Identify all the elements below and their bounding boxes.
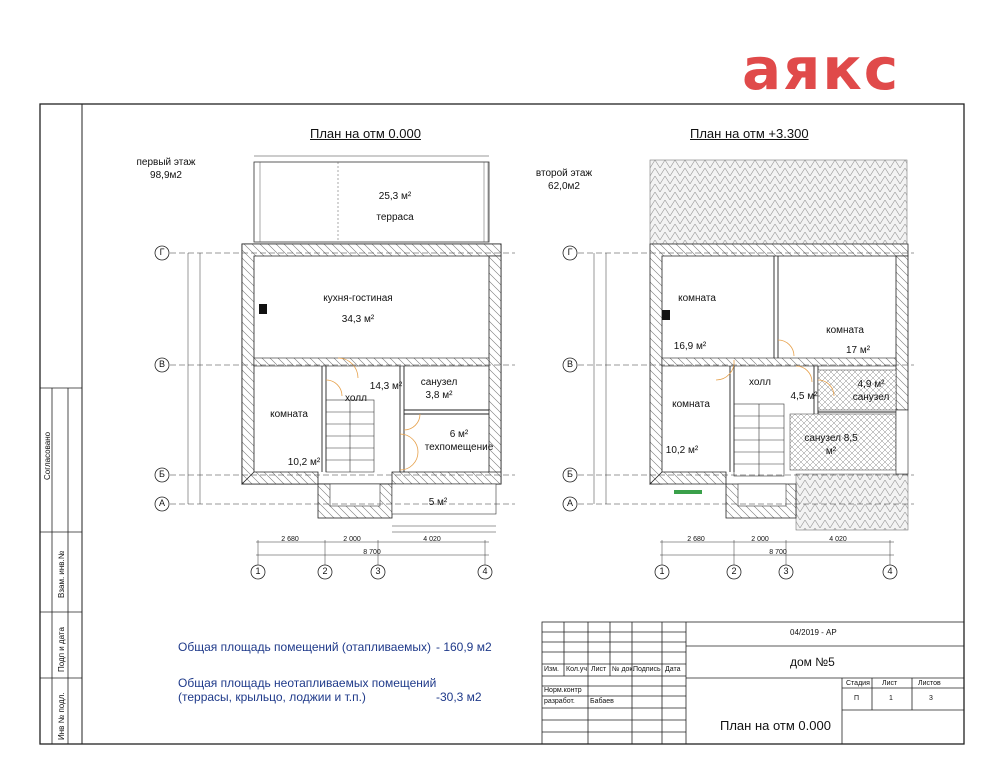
stamp-replace: Взам. инв.№ (57, 550, 66, 598)
dim-total: 8 700 (769, 549, 787, 556)
axis-col-label: 2 (731, 566, 737, 576)
stamp-agreed: Согласовано (43, 431, 52, 480)
dim-label: 2 000 (751, 536, 769, 543)
brand-logo: аякс (742, 35, 901, 103)
axis-col-label: 3 (783, 566, 789, 576)
tb-col: Дата (665, 666, 681, 673)
room2-bedroom1: комната (678, 293, 716, 304)
tb-code: 04/2019 - АР (790, 628, 837, 637)
room-bedroom-area: 10,2 м² (287, 457, 321, 468)
tb-author: Бабаев (590, 698, 614, 705)
plan-title-second: План на отм +3.300 (690, 126, 809, 141)
plan-title-first: План на отм 0.000 (310, 126, 421, 141)
room-hall: холл (345, 393, 367, 404)
summary-unheated-label-1: Общая площадь неотапливаемых помещений (178, 676, 437, 690)
first-floor-plan (155, 156, 515, 579)
axis-row-label: А (566, 498, 573, 508)
dim-label: 2 680 (281, 536, 299, 543)
axis-col-label: 3 (375, 566, 381, 576)
tb-row: Норм.контр (544, 687, 582, 694)
axis-col-label: 1 (255, 566, 261, 576)
tb-col: № док. (612, 666, 635, 673)
tb-stage-value: П (854, 695, 860, 702)
summary-heated-value: - 160,9 м2 (436, 640, 492, 654)
summary-unheated-label-2: (террасы, крыльцо, лоджии и т.п.) (178, 690, 366, 704)
axis-col-label: 1 (659, 566, 665, 576)
axis-col-label: 4 (887, 566, 893, 576)
tb-stage-header: Лист (882, 680, 898, 687)
dim-total: 8 700 (363, 549, 381, 556)
axis-row-label: В (566, 359, 573, 369)
room-tech: 6 м² техпомещение (424, 429, 494, 453)
tb-stage-value: 1 (889, 695, 893, 702)
tb-col: Лист (591, 666, 607, 673)
tb-col: Подпись (633, 666, 661, 673)
dim-label: 4 020 (829, 536, 847, 543)
room-terrace: 25,3 м² терраса (376, 191, 414, 223)
tb-sheet-title: План на отм 0.000 (720, 718, 831, 733)
axis-col-label: 4 (482, 566, 488, 576)
tb-row: разработ. (544, 698, 575, 705)
room-porch: 5 м² (428, 497, 448, 508)
dim-label: 2 680 (687, 536, 705, 543)
room2-bedroom3: комната (672, 399, 710, 410)
summary-unheated-value: -30,3 м2 (436, 690, 482, 704)
dim-label: 4 020 (423, 536, 441, 543)
room-bath: санузел 3,8 м² (420, 377, 458, 401)
room2-bedroom2: комната (826, 325, 864, 336)
room2-bath1: 4,9 м² санузел (852, 379, 890, 403)
room2-hall-area: 4,5 м² (790, 391, 818, 402)
axis-row-label: В (158, 359, 165, 369)
second-floor-plan (563, 160, 914, 579)
roof-hatch (650, 160, 907, 244)
room-kitchen: кухня-гостиная 34,3 м² (323, 293, 393, 325)
room-hall-area: 14,3 м² (369, 381, 403, 392)
floor-label-first: первый этаж 98,9м2 (136, 157, 196, 181)
room2-bedroom3-area: 10,2 м² (665, 445, 699, 456)
tb-stage-header: Стадия (846, 680, 870, 687)
room-bedroom: комната (270, 409, 308, 420)
axis-row-label: Б (567, 469, 573, 479)
room2-bedroom1-area: 16,9 м² (673, 341, 707, 352)
axis-row-label: Г (567, 247, 573, 257)
axis-row-label: А (158, 498, 165, 508)
tb-stage-header: Листов (918, 680, 941, 687)
stamp-inventory: Инв № подл. (57, 692, 66, 740)
summary-heated-label: Общая площадь помещений (отапливаемых) (178, 640, 432, 654)
tb-project: дом №5 (790, 655, 835, 669)
tb-col: Изм. (544, 666, 559, 673)
axis-row-label: Б (159, 469, 165, 479)
tb-stage-value: 3 (929, 695, 933, 702)
floor-label-second: второй этаж 62,0м2 (535, 168, 593, 192)
axis-col-label: 2 (322, 566, 328, 576)
room2-bath2: санузел 8,5 м² (804, 433, 858, 457)
dim-label: 2 000 (343, 536, 361, 543)
room2-hall: холл (749, 377, 771, 388)
axis-row-label: Г (159, 247, 165, 257)
stamp-sign-date: Подп и дата (57, 627, 66, 672)
tb-col: Кол.уч (566, 666, 587, 673)
room2-bedroom2-area: 17 м² (845, 345, 871, 356)
